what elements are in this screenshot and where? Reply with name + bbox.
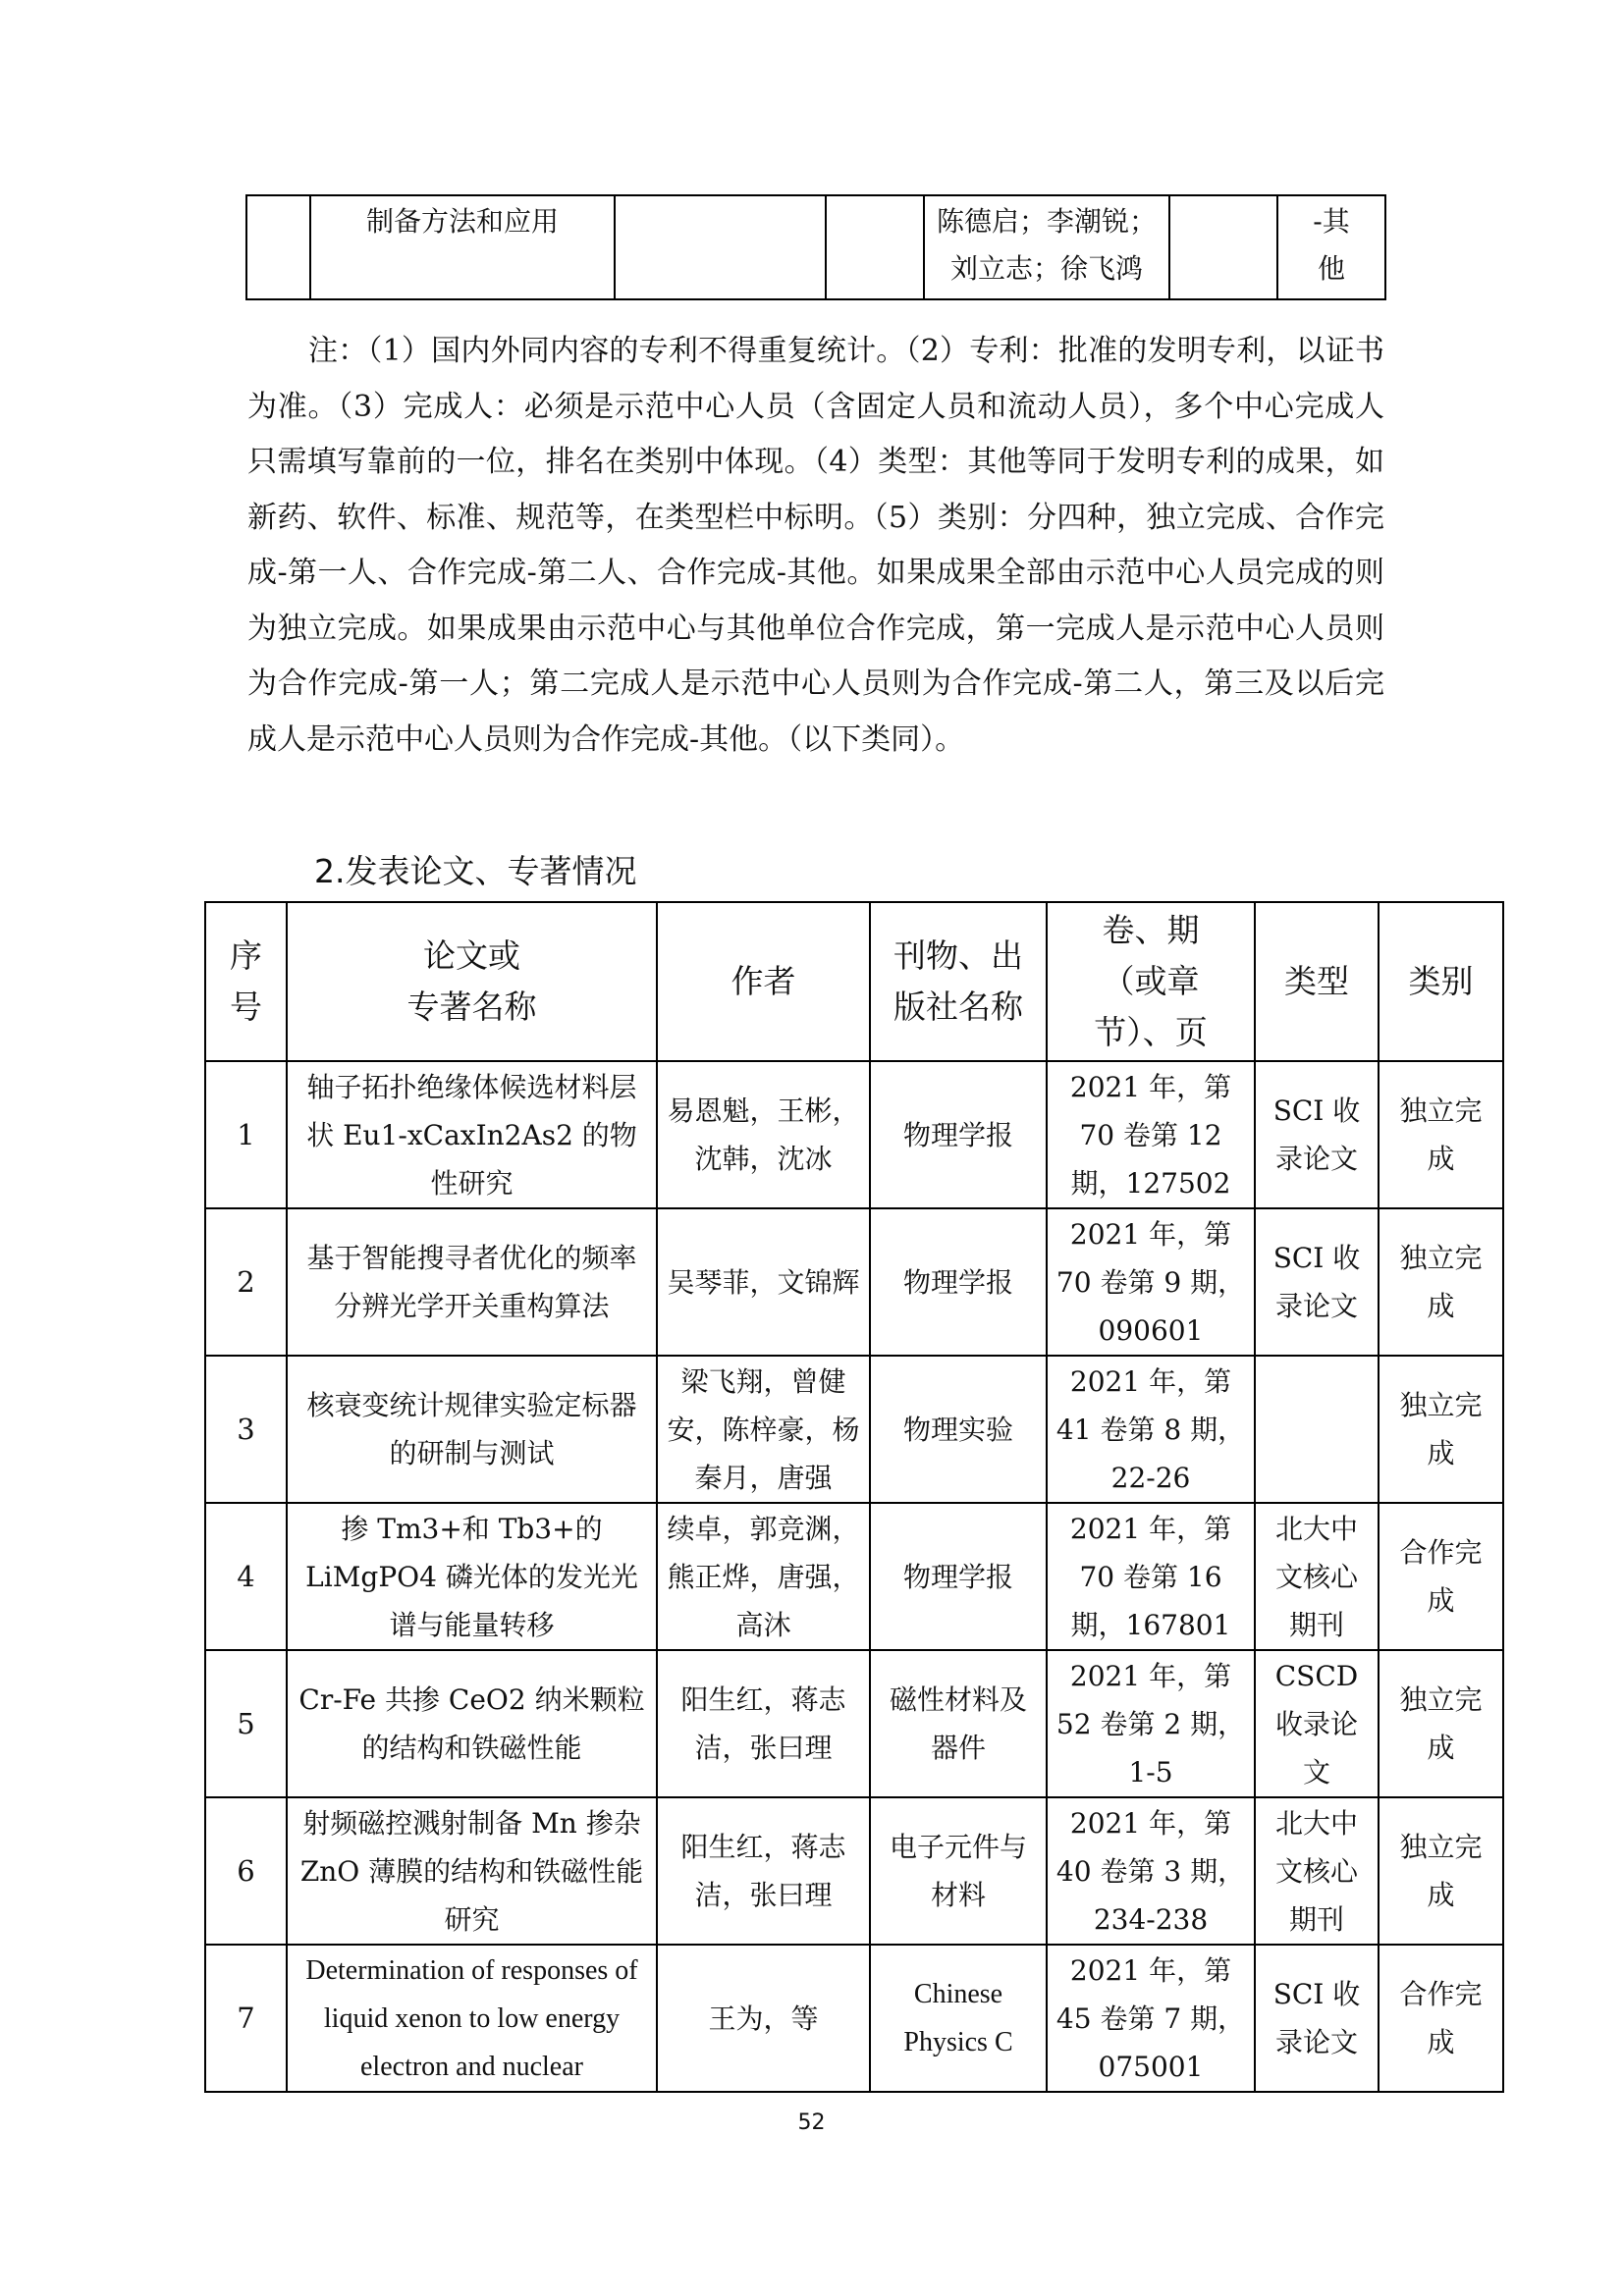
papers-table <box>204 901 1504 2093</box>
header-no: 序 号 <box>205 902 287 1061</box>
row-category: 独立完成 <box>1379 1356 1503 1503</box>
table-row <box>246 195 1385 299</box>
row-no: 3 <box>205 1356 287 1503</box>
row-type: 北大中文核心期刊 <box>1255 1797 1379 1945</box>
row-type: 北大中文核心期刊 <box>1255 1503 1379 1650</box>
row-no: 5 <box>205 1650 287 1797</box>
patent-authors-cell: 陈德启；李潮锐； 刘立志；徐飞鸿 <box>924 195 1169 299</box>
row-volume: 2021 年，第 70 卷第 9 期，090601 <box>1047 1208 1255 1356</box>
header-volume: 卷、期 （或章 节）、页 <box>1047 902 1255 1061</box>
header-category: 类别 <box>1379 902 1503 1061</box>
row-type: SCI 收录论文 <box>1255 1945 1379 2092</box>
row-authors: 阳生红，蒋志洁，张曰理 <box>657 1650 870 1797</box>
row-journal: 物理学报 <box>870 1061 1047 1208</box>
row-journal: 物理学报 <box>870 1503 1047 1650</box>
row-type: SCI 收录论文 <box>1255 1061 1379 1208</box>
row-authors: 易恩魁，王彬，沈韩，沈冰 <box>657 1061 870 1208</box>
patent-title-cell: 制备方法和应用 <box>310 195 615 299</box>
table-row <box>205 1208 1503 1356</box>
row-volume: 2021 年，第 52 卷第 2 期，1-5 <box>1047 1650 1255 1797</box>
row-volume: 2021 年，第 41 卷第 8 期，22-26 <box>1047 1356 1255 1503</box>
row-category: 合作完成 <box>1379 1945 1503 2092</box>
row-authors: 梁飞翔，曾健安，陈梓豪，杨秦月，唐强 <box>657 1356 870 1503</box>
header-type: 类型 <box>1255 902 1379 1061</box>
row-no: 1 <box>205 1061 287 1208</box>
table-row <box>205 1797 1503 1945</box>
row-volume: 2021 年，第 70 卷第 16 期，167801 <box>1047 1503 1255 1650</box>
row-no: 2 <box>205 1208 287 1356</box>
header-authors: 作者 <box>657 902 870 1061</box>
header-title: 论文或 专著名称 <box>287 902 657 1061</box>
row-title: Cr-Fe 共掺 CeO2 纳米颗粒的结构和铁磁性能 <box>287 1650 657 1797</box>
row-title: Determination of responses of liquid xenon to low energy electron and nuclear <box>287 1945 657 2092</box>
row-title: 轴子拓扑绝缘体候选材料层状 Eu1-xCaxIn2As2 的物性研究 <box>287 1061 657 1208</box>
note-paragraph: 注：（1）国内外同内容的专利不得重复统计。（2）专利：批准的发明专利，以证书为准。（3）完成人：必须是示范中心人员（含固定人员和流动人员），多个中心完成人只需填写靠前的一位，排名在类别中体现。（4）类型：其他等同于发明专利的成果，如新药、软件、标准、规范等，在类型栏中标明。（5）类别：分四种，独立完成、合作完成-第一人、合作完成-第二人、合作完成-其他。如果成果全部由示范中心人员完成的则为独立完成。如果成果由示范中心与其他单位合作完成，第一完成人是示范中心人员则为合作完成-第一人；第二完成人是示范中心人员则为合作完成-第二人，第三及以后完成人是示范中心人员则为合作完成-其他。（以下类同）。 <box>247 334 1384 757</box>
row-journal: Chinese Physics C <box>870 1945 1047 2092</box>
row-type: SCI 收录论文 <box>1255 1208 1379 1356</box>
section-heading: 2.发表论文、专著情况 <box>314 852 637 890</box>
row-authors: 王为，等 <box>657 1945 870 2092</box>
row-journal: 物理实验 <box>870 1356 1047 1503</box>
row-authors: 阳生红，蒋志洁，张曰理 <box>657 1797 870 1945</box>
row-journal: 电子元件与材料 <box>870 1797 1047 1945</box>
table-row <box>205 1503 1503 1650</box>
page-number: 52 <box>797 2110 826 2135</box>
row-type: CSCD 收录论文 <box>1255 1650 1379 1797</box>
row-no: 6 <box>205 1797 287 1945</box>
header-row <box>205 902 1503 1061</box>
row-volume: 2021 年，第 40 卷第 3 期，234-238 <box>1047 1797 1255 1945</box>
row-title: 核衰变统计规律实验定标器的研制与测试 <box>287 1356 657 1503</box>
row-category: 独立完成 <box>1379 1650 1503 1797</box>
row-volume: 2021 年，第 45 卷第 7 期，075001 <box>1047 1945 1255 2092</box>
row-authors: 续卓，郭竞渊，熊正烨，唐强，高沐 <box>657 1503 870 1650</box>
row-category: 独立完成 <box>1379 1797 1503 1945</box>
patent-category-cell: -其 他 <box>1277 195 1385 299</box>
table-row <box>205 1356 1503 1503</box>
row-category: 独立完成 <box>1379 1208 1503 1356</box>
row-category: 独立完成 <box>1379 1061 1503 1208</box>
table-row <box>205 1945 1503 2092</box>
row-no: 4 <box>205 1503 287 1650</box>
row-journal: 物理学报 <box>870 1208 1047 1356</box>
row-no: 7 <box>205 1945 287 2092</box>
row-journal: 磁性材料及器件 <box>870 1650 1047 1797</box>
row-volume: 2021 年，第 70 卷第 12 期，127502 <box>1047 1061 1255 1208</box>
row-title: 掺 Tm3+和 Tb3+的 LiMgPO4 磷光体的发光光谱与能量转移 <box>287 1503 657 1650</box>
table-row <box>205 1650 1503 1797</box>
top-continuation-table <box>245 194 1386 300</box>
row-title: 基于智能搜寻者优化的频率分辨光学开关重构算法 <box>287 1208 657 1356</box>
row-authors: 吴琴菲，文锦辉 <box>657 1208 870 1356</box>
row-type <box>1255 1356 1379 1503</box>
header-journal: 刊物、出 版社名称 <box>870 902 1047 1061</box>
row-category: 合作完成 <box>1379 1503 1503 1650</box>
row-title: 射频磁控溅射制备 Mn 掺杂 ZnO 薄膜的结构和铁磁性能研究 <box>287 1797 657 1945</box>
table-row <box>205 1061 1503 1208</box>
